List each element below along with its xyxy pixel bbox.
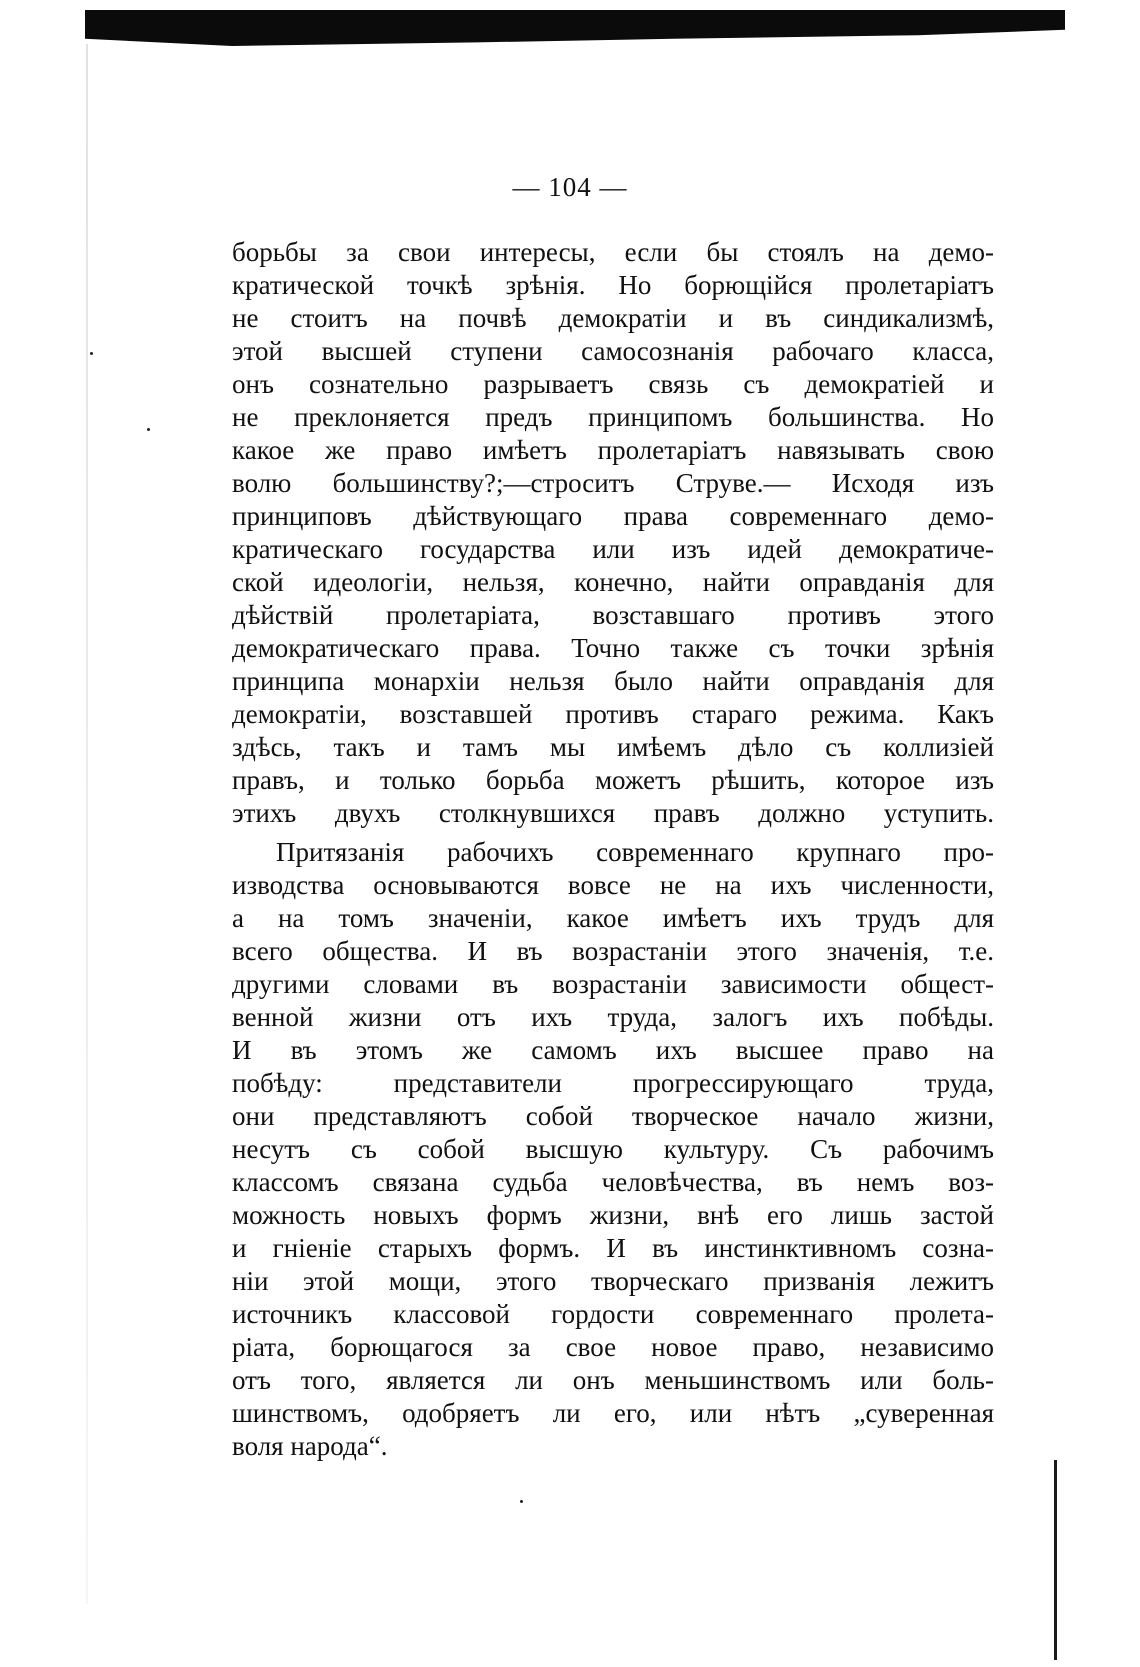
text-line: демократіи, возставшей противъ стараго режима. Какъ bbox=[232, 699, 994, 729]
page-number: — 104 — bbox=[512, 172, 628, 202]
text-line: ріата, борющагося за свое новое право, независимо bbox=[232, 1332, 994, 1362]
text-line: и гніеніе старыхъ формъ. И въ инстинктивномъ созна- bbox=[232, 1233, 994, 1263]
text-line: этой высшей ступени самосознанія рабочаго класса, bbox=[232, 336, 994, 366]
text-line: другими словами въ возрастаніи зависимости общест- bbox=[232, 969, 994, 999]
text-line: несутъ съ собой высшую культуру. Съ рабочимъ bbox=[232, 1134, 994, 1164]
text-line: не стоитъ на почвѣ демократіи и въ синдикализмѣ, bbox=[232, 303, 994, 333]
text-line: не преклоняется предъ принципомъ большинства. Но bbox=[232, 402, 994, 432]
text-line: кратической точкѣ зрѣнія. Но борющійся пролетаріатъ bbox=[232, 270, 994, 300]
text-line: отъ того, является ли онъ меньшинствомъ или боль- bbox=[232, 1365, 994, 1395]
text-line: борьбы за свои интересы, если бы стоялъ на демо- bbox=[232, 237, 994, 267]
text-line: принциповъ дѣйствующаго права современнаго демо- bbox=[232, 501, 994, 531]
text-line: онъ сознательно разрываетъ связь съ демократіей и bbox=[232, 369, 994, 399]
text-line: изводства основываются вовсе не на ихъ численности, bbox=[232, 870, 994, 900]
scan-speck bbox=[520, 1500, 523, 1503]
scan-speck bbox=[147, 428, 150, 431]
text-line: а на томъ значеніи, какое имѣетъ ихъ трудъ для bbox=[232, 903, 994, 933]
text-line: этихъ двухъ столкнувшихся правъ должно уступить. bbox=[232, 798, 994, 828]
text-line: классомъ связана судьба человѣчества, въ немъ воз- bbox=[232, 1167, 994, 1197]
text-line: кратическаго государства или изъ идей демократиче- bbox=[232, 534, 994, 564]
text-line: побѣду: представители прогрессирующаго труда, bbox=[232, 1068, 994, 1098]
scan-top-edge-shadow bbox=[85, 10, 1065, 46]
scan-left-edge bbox=[86, 44, 88, 1604]
text-line: шинствомъ, одобряетъ ли его, или нѣтъ „суверенная bbox=[232, 1398, 994, 1428]
body-text bbox=[232, 236, 994, 1463]
text-line: Притязанія рабочихъ современнаго крупнаго про- bbox=[276, 837, 994, 867]
text-line: они представляютъ собой творческое начало жизни, bbox=[232, 1101, 994, 1131]
scan-right-edge-shadow bbox=[1054, 1460, 1057, 1660]
text-line: какое же право имѣетъ пролетаріатъ навязывать свою bbox=[232, 435, 994, 465]
text-line: ніи этой мощи, этого творческаго призванія лежитъ bbox=[232, 1266, 994, 1296]
scan-speck bbox=[90, 352, 93, 355]
text-line: здѣсь, такъ и тамъ мы имѣемъ дѣло съ коллизіей bbox=[232, 732, 994, 762]
text-line: ской идеологіи, нельзя, конечно, найти оправданія для bbox=[232, 567, 994, 597]
text-line: волю большинству?;—строситъ Струве.— Исходя изъ bbox=[232, 468, 994, 498]
text-line: принципа монархіи нельзя было найти оправданія для bbox=[232, 666, 994, 696]
text-line: источникъ классовой гордости современнаго пролета- bbox=[232, 1299, 994, 1329]
text-line: правъ, и только борьба можетъ рѣшить, которое изъ bbox=[232, 765, 994, 795]
text-line: всего общества. И въ возрастаніи этого значенія, т.е. bbox=[232, 936, 994, 966]
text-line: дѣйствій пролетаріата, возставшаго противъ этого bbox=[232, 600, 994, 630]
paragraph-1 bbox=[232, 236, 994, 830]
paragraph-2 bbox=[232, 836, 994, 1463]
text-line: воля народа“. bbox=[232, 1431, 388, 1461]
text-line: демократическаго права. Точно также съ точки зрѣнія bbox=[232, 633, 994, 663]
text-line: можность новыхъ формъ жизни, внѣ его лишь застой bbox=[232, 1200, 994, 1230]
text-line: И въ этомъ же самомъ ихъ высшее право на bbox=[232, 1035, 994, 1065]
text-line: венной жизни отъ ихъ труда, залогъ ихъ побѣды. bbox=[232, 1002, 994, 1032]
